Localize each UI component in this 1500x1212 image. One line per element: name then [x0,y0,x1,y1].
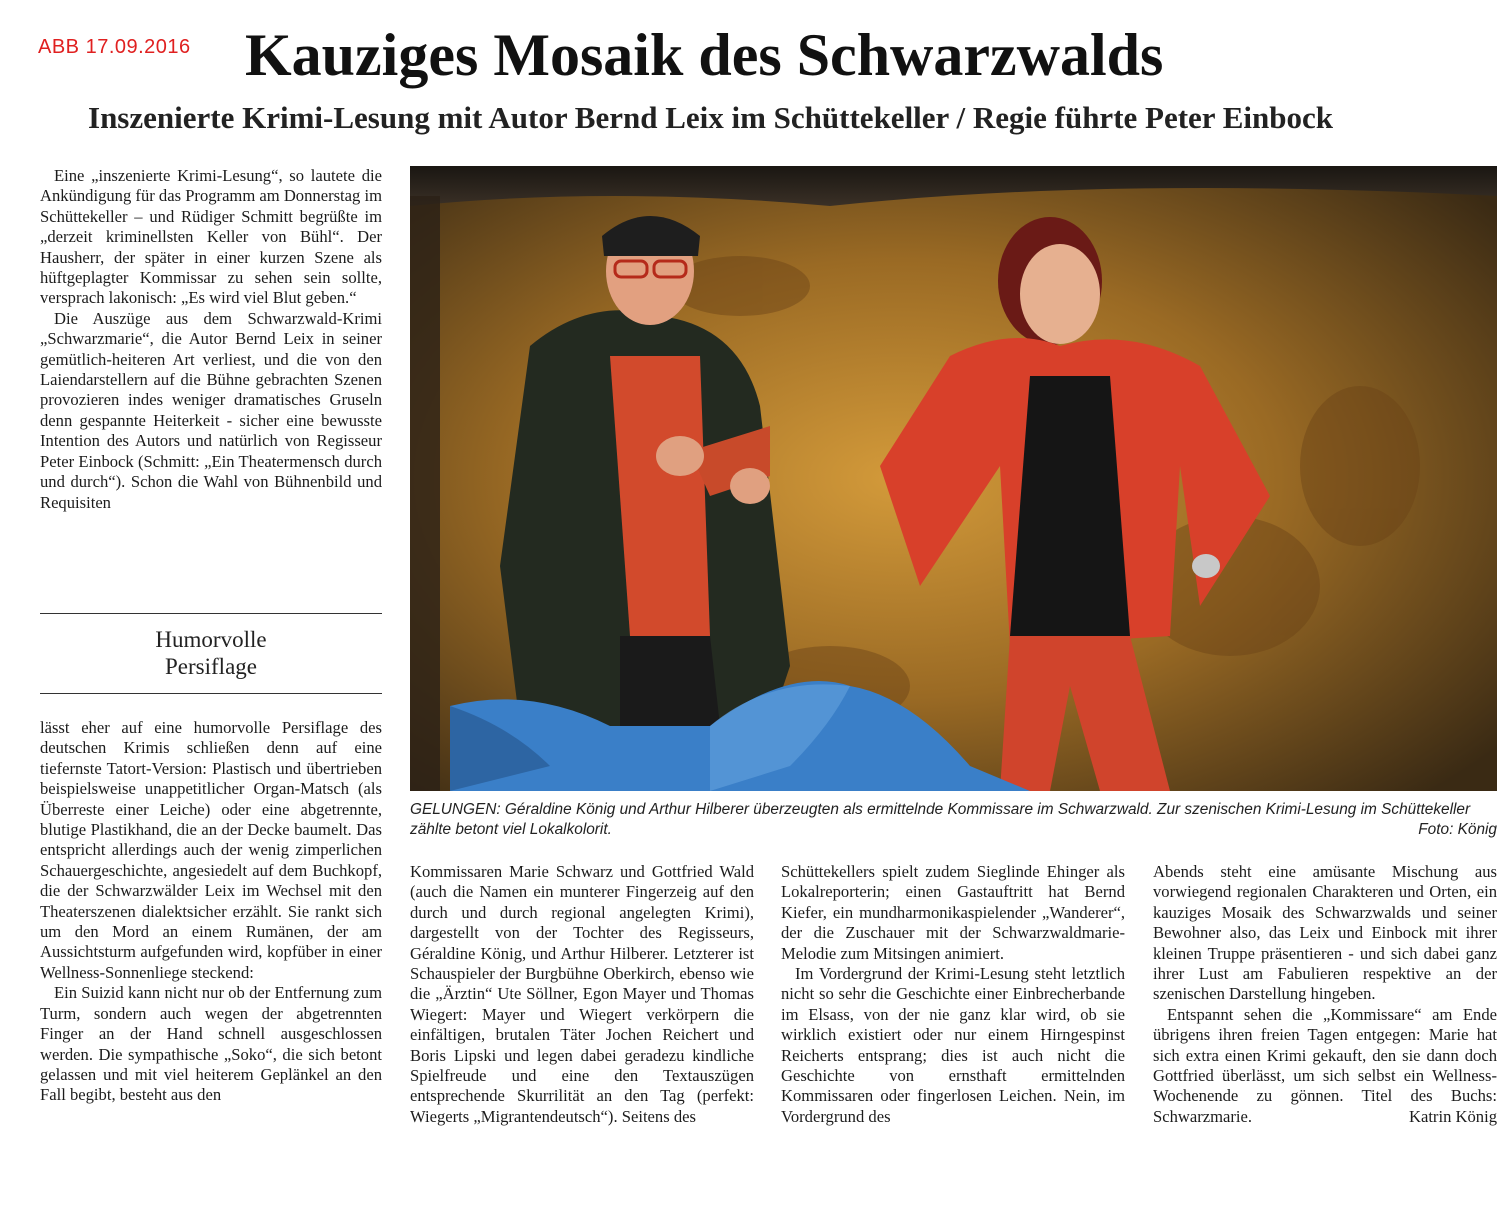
box-rule-top [40,613,382,614]
article-column-4 [1153,862,1497,1127]
caption-text: GELUNGEN: Géraldine König und Arthur Hilberer überzeugten als ermittelnde Kommissare im Schwarzwald. Zur szenischen Krimi-Lesung im Schüttekeller zählte betont viel Lokalkolorit. [410,801,1471,838]
intertitle-line: Humorvolle [155,627,267,652]
box-rule-bottom [40,693,382,694]
paragraph: Schüttekellers spielt zudem Sieglinde Ehinger als Lokalreporterin; einen Gastauftritt hat Bernd Kiefer, ein mundharmonikaspielender „Wanderer“, der die Zuschauer mit der Schwarzwaldmarie-Melodie zum Mitsingen animiert. [781,862,1125,963]
paragraph: lässt eher auf eine humorvolle Persiflage des deutschen Krimis schließen denn auf eine tiefernste Tatort-Version: Plastisch und übertrieben beispielsweise unappetitlicher Organ-Matsch (als Überreste einer Leiche) oder eine abgetrennte, blutige Plastikhand, die an der Decke baumelt. Das entspricht allerdings auch der wenig zimperlichen Schauergeschichte, angesiedelt auf dem Buchkopf, die der Schwarzwälder Leix im Wechsel mit den Theaterszenen dialektsicher erzählt. Sie rankt sich um den Mord an einem Rumänen, der am Aussichtsturm aufgefunden wird, kopfüber in einer Wellness-Sonnenliege steckend: [40,718,382,982]
article-column-3 [781,862,1125,1127]
intertitle-line: Persiflage [165,654,257,679]
paragraph: Im Vordergrund der Krimi-Lesung steht letztlich nicht so sehr die Geschichte einer Einbrecherbande im Elsass, von der nie ganz klar wird, ob sie wirklich existiert oder nur einem Hirngespinst Reicherts entsprang; dies ist auch nicht die Geschichte von ernsthaft ermittelnden Kommissaren oder fingerlosen Leichen. Nein, im Vordergrund des [781,964,1125,1126]
photo-caption [410,800,1497,840]
intertitle [40,626,382,680]
stage-photo-illustration [410,166,1497,791]
paragraph: Abends steht eine amüsante Mischung aus vorwiegend regionalen Charakteren und Orten, ein kauziges Mosaik des Schwarzwalds und seiner Bewohner also, das Leix und Einbock mit ihrer kleinen Truppe präsentieren - und sich dabei ganz ihrer Lust am Fabulieren respektive an der szenischen Darstellung hingeben. [1153,862,1497,1004]
article-column-1-bottom [40,718,382,1106]
subheadline: Inszenierte Krimi-Lesung mit Autor Bernd Leix im Schüttekeller / Regie führte Peter Einbock [88,100,1334,135]
paragraph: Ein Suizid kann nicht nur ob der Entfernung zum Turm, sondern auch wegen der abgetrennten Finger an der Hand schnell ausgeschlossen werden. Die sympathische „Soko“, die sich betont gelassen und mit viel heiterem Geplänkel an den Fall begibt, besteht aus den [40,983,382,1105]
author-byline: Katrin König [1408,1106,1497,1126]
headline: Kauziges Mosaik des Schwarzwalds [245,22,1164,88]
article-column-1-top [40,166,382,513]
paragraph: Die Auszüge aus dem Schwarzwald-Krimi „Schwarzmarie“, die Autor Bernd Leix in seiner gemütlich-heiteren Art verliest, und die von den Laiendarstellern auf die Bühne gebrachten Szenen provozieren indes weniger dramatisches Gruseln denn gespannte Heiterkeit - sicher eine bewusste Intention des Autors und natürlich von Regisseur Peter Einbock (Schmitt: „Ein Theatermensch durch und durch“). Schon die Wahl von Bühnenbild und Requisiten [40,308,382,512]
paragraph: Eine „inszenierte Krimi-Lesung“, so lautete die Ankündigung für das Programm am Donnerstag im Schüttekeller – und Rüdiger Schmitt begrüßte im „derzeit kriminellsten Keller von Bühl“. Der Hausherr, der später in einer kurzen Szene als hüftgeplagter Kommissar zu sehen sein sollte, versprach lakonisch: „Es wird viel Blut geben.“ [40,166,382,308]
paragraph [1153,1005,1497,1127]
paragraph-text: Entspannt sehen die „Kommissare“ am Ende übrigens ihren freien Tagen entgegen: Marie hat sich extra einen Krimi gekauft, den sie dann doch Gottfried überlässt, um sich selbst ein Wellness-Wochenende zu gönnen. Titel des Buchs: Schwarzmarie. [1153,1004,1497,1126]
date-stamp: ABB 17.09.2016 [38,36,191,58]
photo-credit: Foto: König [1418,821,1497,838]
article-column-2 [410,862,754,1127]
paragraph: Kommissaren Marie Schwarz und Gottfried Wald (auch die Namen ein munterer Fingerzeig auf den durch und durch regional angelegten Krimi), dargestellt von der Tochter des Regisseurs, Géraldine König, und Arthur Hilberer. Letzterer ist Schauspieler der Burgbühne Oberkirch, ebenso wie die „Ärztin“ Ute Söllner, Egon Mayer und Thomas Wiegert: Mayer und Wiegert verkörpern die einfältigen, brutalen Täter Jochen Reichert und Boris Lipski und legen dabei geradezu kindliche Spielfreude und eine den Textauszügen entsprechende Skurrilität an den Tag (perfekt: Wiegerts „Migrantendeutsch“). Seitens des [410,862,754,1126]
article-photo [410,166,1497,791]
